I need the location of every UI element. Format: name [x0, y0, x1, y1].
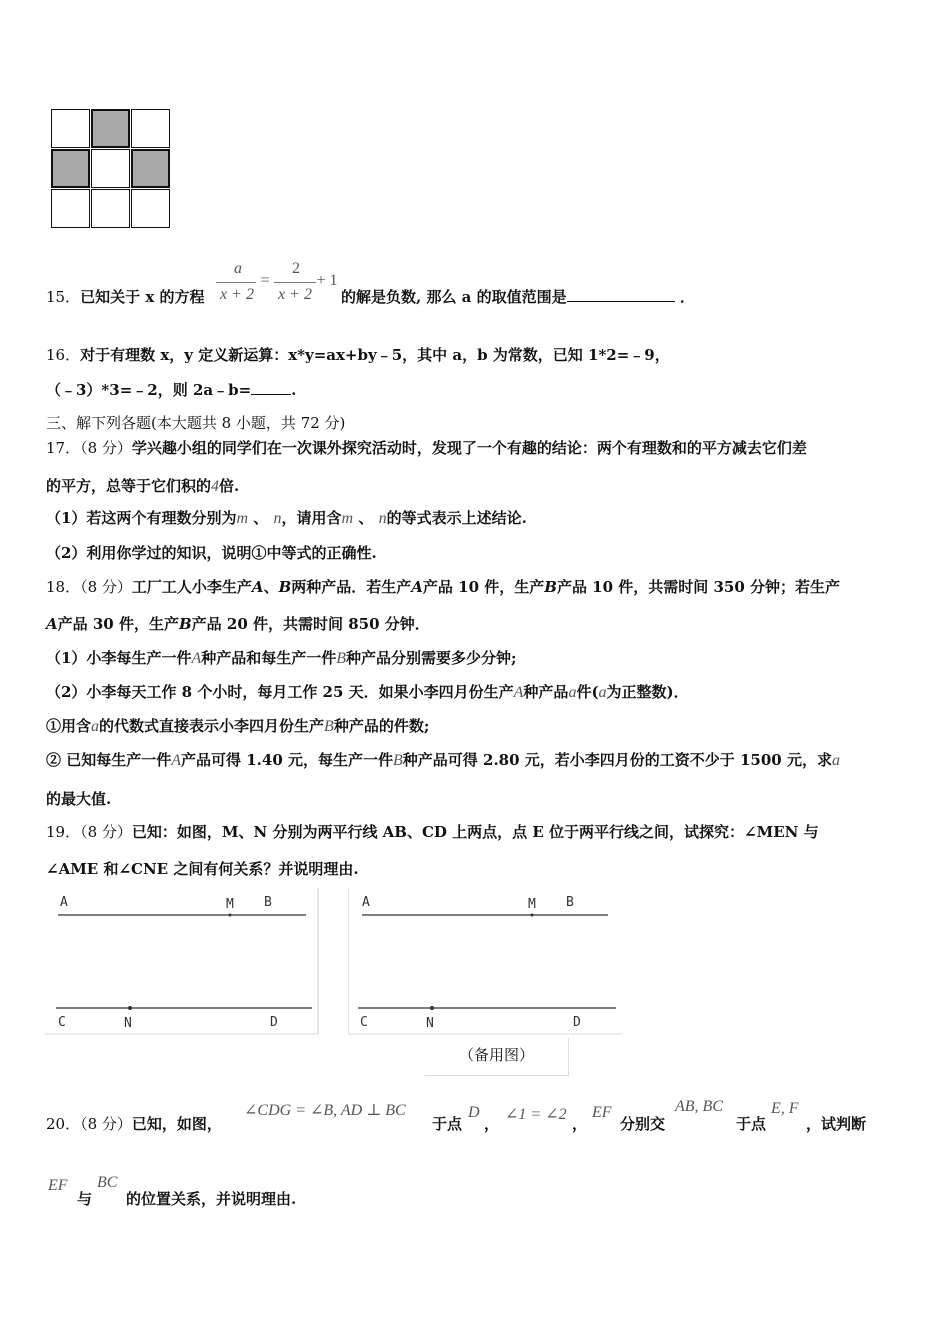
q18-p2-b: 件(	[576, 683, 599, 701]
grid-figure	[51, 109, 171, 229]
q18-A-2: A	[411, 578, 423, 596]
q15-frac1-den: x + 2	[220, 286, 254, 303]
q17-m: m	[236, 510, 249, 527]
q17-p1-mid: ，请用含	[281, 509, 342, 527]
q17-part1	[46, 508, 527, 529]
grid-cell	[131, 189, 170, 228]
q20-ef-2: EF	[48, 1177, 68, 1194]
q15-pre: 已知关于 x 的方程	[80, 288, 205, 306]
q20-cond2: ∠1 = ∠2	[505, 1106, 567, 1123]
q18-p2-a-2: a	[598, 684, 607, 701]
q16-line1-text: 对于有理数 x，y 定义新运算：x*y=ax+by﹣5，其中 a，b 为常数，已知 1*2=﹣9，	[80, 346, 670, 364]
q20-comma-2: ，	[572, 1115, 588, 1133]
q18-A: A	[251, 578, 264, 596]
label-a: A	[60, 895, 68, 910]
label-c: C	[360, 1015, 368, 1030]
q17-number: 17．	[46, 439, 81, 457]
q15-frac2-bar	[274, 282, 316, 283]
q18-l1c: 产品 10 件，生产	[422, 578, 545, 596]
q18-s2-B: B	[393, 752, 403, 769]
q18-sub2-cont: 的最大值.	[46, 790, 112, 808]
q18-s1-B: B	[324, 718, 334, 735]
label-n: N	[124, 1016, 132, 1031]
q15-equals: =	[260, 272, 270, 289]
q17-part2: （2）利用你学过的知识，说明①中等式的正确性.	[46, 544, 377, 562]
label-d: D	[270, 1015, 278, 1030]
q16-line2-text: （﹣3）*3=﹣2，则 2a﹣b=	[46, 381, 252, 399]
q16-answer-blank[interactable]	[251, 380, 291, 395]
point-n	[430, 1006, 434, 1010]
q17-four: 4	[211, 478, 220, 495]
q18-p2-a: a	[568, 684, 577, 701]
grid-cell-shaded	[131, 149, 170, 188]
q18-p1-pre: （1）小李每生产一件	[46, 649, 192, 667]
q16-line1	[46, 345, 670, 365]
q18-p2-pre: （2）小李每天工作 8 个小时，每月工作 25 天．如果小李四月份生产	[46, 683, 514, 701]
label-m: M	[528, 897, 536, 912]
q18-B: B	[278, 578, 292, 596]
q17-p1-pre: （1）若这两个有理数分别为	[46, 509, 237, 527]
q17-sep: 、	[253, 509, 269, 527]
label-m: M	[226, 897, 234, 912]
q18-s1-pre: ①用含	[46, 717, 92, 735]
grid-cell	[91, 149, 130, 188]
grid-cell	[51, 189, 90, 228]
q20-ab-bc: AB, BC	[675, 1098, 723, 1115]
q18-l2b: 产品 20 件，共需时间 850 分钟．	[191, 615, 430, 633]
grid-cell	[51, 109, 90, 148]
q16-number: 16．	[46, 346, 81, 364]
q20-bc: BC	[97, 1174, 118, 1191]
q20-yu-dian: 于点	[432, 1115, 463, 1133]
q20-point-d: D	[468, 1104, 480, 1121]
point-m	[229, 914, 232, 917]
section-heading: 三、解下列各题(本大题共 8 小题，共 72 分)	[46, 414, 346, 432]
q20-score: （8 分）	[80, 1115, 132, 1133]
q18-dun: 、	[263, 578, 279, 596]
q19-diagram-main	[44, 886, 320, 1038]
q15-text	[46, 287, 204, 307]
q18-l1a: 工厂工人小李生产	[131, 578, 252, 596]
q18-s2-A: A	[171, 752, 182, 769]
q19-diagram-spare	[348, 886, 624, 1038]
q16-end: .	[291, 381, 297, 399]
q20-e-f: E, F	[771, 1100, 799, 1117]
q20-number: 20．	[46, 1115, 81, 1133]
q17-line2	[46, 476, 239, 497]
q17-line1-text: 学兴趣小组的同学们在一次课外探究活动时，发现了一个有趣的结论：两个有理数和的平方减去它们差	[131, 439, 807, 457]
q17-line2-end: 倍.	[219, 477, 240, 495]
q20-pre: 已知，如图，	[131, 1115, 222, 1133]
label-n: N	[426, 1016, 434, 1031]
q18-number: 18．	[46, 578, 81, 596]
q20-yu: 与	[77, 1190, 93, 1208]
q20-fen-bie: 分别交	[620, 1115, 666, 1133]
q18-p2-A: A	[513, 684, 524, 701]
q16-line2	[46, 380, 296, 400]
q18-l2a: 产品 30 件，生产	[57, 615, 179, 633]
q19-number: 19．	[46, 823, 81, 841]
q18-p2-mid: 种产品	[523, 683, 569, 701]
point-n	[128, 1006, 132, 1010]
q15-post	[341, 287, 695, 307]
q15-number: 15．	[46, 288, 81, 306]
q18-p1-end: 种产品分别需要多少分钟;	[346, 649, 517, 667]
q18-sub2	[46, 750, 840, 771]
label-d: D	[573, 1015, 581, 1030]
label-b: B	[264, 895, 272, 910]
q20-yu-dian-2: 于点	[736, 1115, 767, 1133]
q18-part2	[46, 682, 689, 703]
q18-s2-end: 种产品可得 2.80 元，若小李四月份的工资不少于 1500 元，求	[402, 751, 832, 769]
q20-end: 的位置关系，并说明理由.	[126, 1190, 297, 1208]
q17-score: （8 分）	[80, 439, 132, 457]
q18-p2-end: 为正整数)．	[606, 683, 689, 701]
q20-judge: ，试判断	[806, 1115, 867, 1133]
q18-A-3: A	[46, 615, 58, 633]
grid-cell-shaded	[51, 149, 90, 188]
q18-B-2: B	[544, 578, 557, 596]
q20-comma: ，	[484, 1115, 500, 1133]
q19-line2: ∠AME 和∠CNE 之间有何关系？并说明理由.	[46, 860, 359, 878]
q17-n: n	[273, 510, 282, 527]
q18-s1-end: 种产品的件数;	[333, 717, 430, 735]
q18-line1	[46, 577, 840, 597]
q17-line2-pre: 的平方，总等于它们积的	[46, 477, 212, 495]
q18-s2-pre: ② 已知每生产一件	[46, 751, 172, 769]
grid-cell-shaded	[91, 109, 130, 148]
q18-part1	[46, 648, 517, 669]
grid-cell	[91, 189, 130, 228]
q18-l1d: 产品 10 件，共需时间 350 分钟；若生产	[556, 578, 841, 596]
spare-figure-caption: （备用图）	[425, 1038, 569, 1076]
q15-post-text: 的解是负数, 那么 a 的取值范围是	[341, 288, 567, 306]
q19-line1	[46, 822, 819, 842]
point-m	[531, 914, 534, 917]
label-c: C	[58, 1015, 66, 1030]
q17-sep-2: 、	[358, 509, 374, 527]
q20-line1-start	[46, 1114, 222, 1134]
grid-cell	[131, 109, 170, 148]
label-a: A	[362, 895, 370, 910]
q17-n-2: n	[378, 510, 387, 527]
q17-p1-end: 的等式表示上述结论.	[386, 509, 527, 527]
q18-s1-mid: 的代数式直接表示小李四月份生产	[99, 717, 325, 735]
q18-p1-mid: 种产品和每生产一件	[201, 649, 337, 667]
q18-s2-mid: 产品可得 1.40 元，每生产一件	[181, 751, 393, 769]
q15-frac2-num: 2	[292, 260, 300, 277]
q18-s2-a: a	[831, 752, 840, 769]
q18-p1-A: A	[191, 650, 202, 667]
q18-line2	[46, 614, 430, 634]
q17-line1	[46, 438, 807, 458]
q15-end: ．	[679, 288, 695, 306]
q20-cond1: ∠CDG = ∠B, AD ⊥ BC	[244, 1102, 406, 1119]
q19-line1-text: 已知：如图，M、N 分别为两平行线 AB、CD 上两点，点 E 位于两平行线之间，试探究：∠MEN 与	[131, 823, 819, 841]
q20-ef: EF	[592, 1104, 612, 1121]
q15-plus-one: + 1	[316, 272, 338, 289]
q18-s1-a: a	[91, 718, 100, 735]
q15-frac1-bar	[216, 282, 256, 283]
q18-score: （8 分）	[80, 578, 132, 596]
q18-l1b: 两种产品．若生产	[291, 578, 412, 596]
q15-frac1-num: a	[234, 260, 242, 277]
q19-score: （8 分）	[80, 823, 132, 841]
q18-sub1	[46, 716, 429, 737]
q18-B-3: B	[178, 615, 192, 633]
q17-m-2: m	[341, 510, 354, 527]
q15-answer-blank[interactable]	[567, 287, 675, 302]
q15-frac2-den: x + 2	[278, 286, 312, 303]
label-b: B	[566, 895, 574, 910]
q18-p1-B: B	[336, 650, 347, 667]
